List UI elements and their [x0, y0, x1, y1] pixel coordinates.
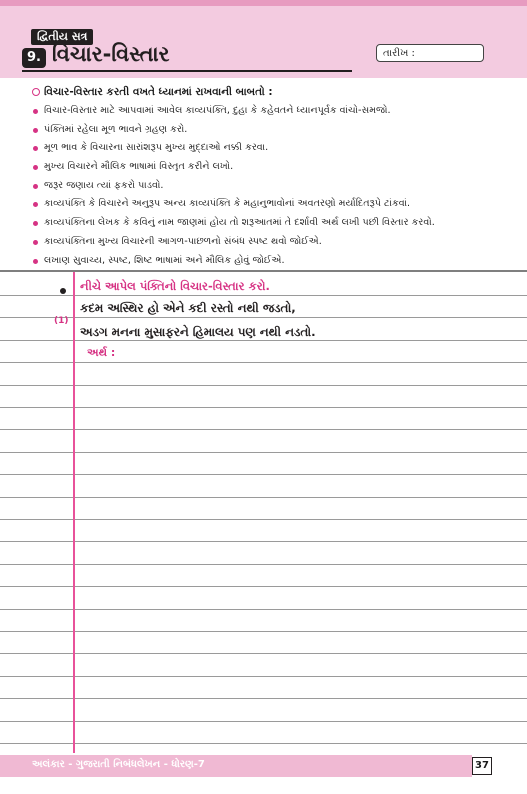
guideline-item: [28, 233, 514, 252]
guideline-item-text: કાવ્યપંક્તિ કે વિચારને અનુરૂપ અન્ય કાવ્યપંક્તિ કે મહાનુભાવોનાં અવતરણો મર્યાદિતરૂપે ટાંકવાં.: [44, 198, 411, 210]
date-field[interactable]: તારીખ :: [376, 44, 484, 62]
page-number: 37: [472, 757, 492, 775]
ruled-line: [0, 362, 527, 363]
ruled-line: [0, 743, 527, 744]
bullet-dot-icon: [60, 288, 66, 294]
ruled-line: [0, 698, 527, 699]
guideline-item-text: મૂળ ભાવ કે વિચારના સારાંશરૂપ મુખ્ય મુદ્દાઓ નક્કી કરવા.: [44, 142, 269, 154]
guideline-item-text: પંક્તિમાં રહેલા મૂળ ભાવને ગ્રહણ કરો.: [44, 123, 188, 135]
bullet-dot-icon: [33, 240, 38, 245]
bullet-dot-icon: [33, 221, 38, 226]
margin-line: [73, 272, 75, 753]
guideline-item-text: જરૂર જણાય ત્યાં ફકરો પાડવો.: [44, 179, 164, 191]
guideline-item-text: કાવ્યપંક્તિના લેખક કે કવિનું નામ જાણમાં હોય તો શરૂઆતમાં તે દર્શાવી અર્થ લખી પછી વિસ્તાર કરવો.: [44, 217, 435, 229]
page-header: [0, 0, 527, 78]
question-number: (1): [54, 316, 69, 326]
ruled-line: [0, 631, 527, 632]
bullet-dot-icon: [33, 259, 38, 264]
ruled-line: [0, 541, 527, 542]
bullet-dot-icon: [33, 109, 38, 114]
ruled-area-top-border: [0, 270, 527, 272]
ruled-line: [0, 564, 527, 565]
bullet-dot-icon: [33, 165, 38, 170]
page-footer: [0, 755, 527, 777]
guideline-item: [28, 158, 514, 177]
guideline-item-text: લખાણ સુવાચ્ય, સ્પષ્ટ, શિષ્ટ ભાષામાં અને મૌલિક હોવું જોઈએ.: [44, 254, 285, 266]
bullet-dot-icon: [33, 128, 38, 133]
guideline-item-text: કાવ્યપંક્તિના મુખ્ય વિચારની આગળ-પાછળનો સંબંધ સ્પષ્ટ થવો જોઈએ.: [44, 235, 322, 247]
ruled-line: [0, 407, 527, 408]
guideline-item: [28, 177, 514, 196]
exercise-instruction: નીચે આપેલ પંક્તિનો વિચાર-વિસ્તાર કરો.: [80, 279, 270, 293]
verse-line-1: કદમ અસ્થિર હો એને કદી રસ્તો નથી જડતો,: [80, 301, 296, 315]
guideline-item: [28, 214, 514, 233]
ruled-line: [0, 474, 527, 475]
ruled-line: [0, 497, 527, 498]
guidelines-heading: [28, 82, 514, 102]
ruled-line: [0, 653, 527, 654]
ruled-line: [0, 385, 527, 386]
ruled-line: [0, 295, 527, 296]
meaning-label: અર્થ :: [87, 346, 116, 359]
guidelines-section: [28, 82, 514, 270]
bullet-dot-icon: [33, 184, 38, 189]
ruled-line: [0, 721, 527, 722]
verse-line-2: અડગ મનના મુસાફરને હિમાલય પણ નથી નડતો.: [80, 325, 316, 339]
guideline-item: [28, 121, 514, 140]
ruled-line: [0, 429, 527, 430]
ruled-line: [0, 317, 527, 318]
guidelines-heading-text: વિચાર-વિસ્તાર કરતી વખતે ધ્યાનમાં રાખવાની બાબતો :: [44, 86, 273, 98]
guideline-item: [28, 139, 514, 158]
title-underline: [22, 70, 352, 72]
ruled-line: [0, 519, 527, 520]
section-tag: દ્વિતીય સત્ર: [31, 29, 93, 45]
guideline-item: [28, 252, 514, 271]
ruled-line: [0, 609, 527, 610]
footer-book-title: અલંકાર - ગુજરાતી નિબંધલેખન - ધોરણ-7: [32, 759, 205, 770]
bullet-dot-icon: [33, 202, 38, 207]
guideline-item-text: મુખ્ય વિચારને મૌલિક ભાષામાં વિસ્તૃત કરીને લખો.: [44, 161, 234, 173]
guideline-item: [28, 102, 514, 121]
circle-bullet-icon: [32, 88, 40, 96]
guideline-item: [28, 195, 514, 214]
ruled-line: [0, 452, 527, 453]
chapter-title: વિચાર-વિસ્તાર: [52, 42, 170, 66]
guideline-item-text: વિચાર-વિસ્તાર માટે આપવામાં આવેલ કાવ્યપંક્તિ, દુહા કે કહેવતને ધ્યાનપૂર્વક વાંચો-સમજો.: [44, 105, 391, 116]
ruled-line: [0, 586, 527, 587]
chapter-number-badge: 9.: [22, 48, 46, 68]
ruled-line: [0, 676, 527, 677]
header-top-strip: [0, 0, 527, 6]
bullet-dot-icon: [33, 146, 38, 151]
